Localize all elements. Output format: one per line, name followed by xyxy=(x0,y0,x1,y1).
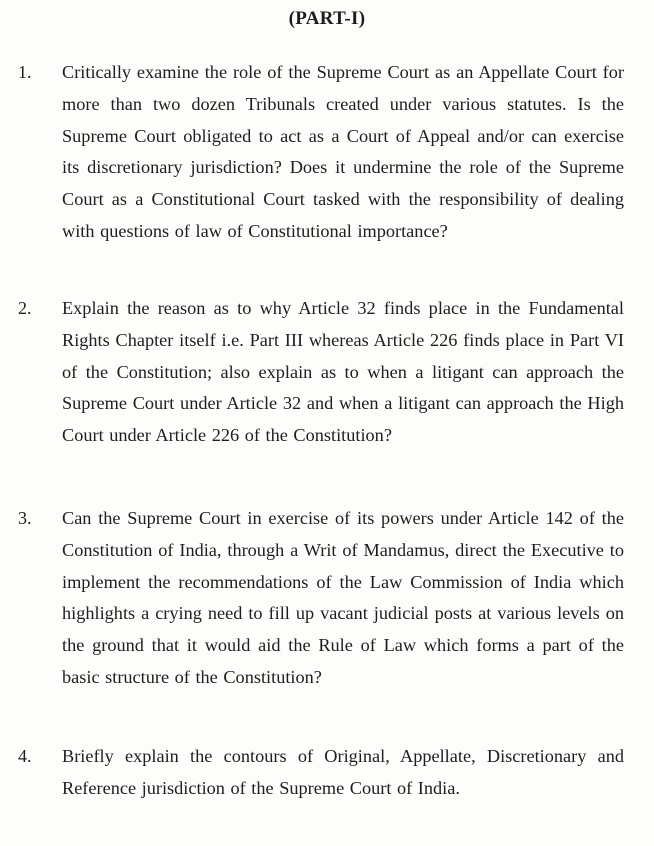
section-heading: (PART-I) xyxy=(288,8,366,29)
question-number: 2. xyxy=(18,298,32,318)
question-text: Briefly explain the contours of Original, Appellate, Discretionary and Reference jurisdiction of the Supreme Court of India. xyxy=(62,746,624,798)
question-text: Explain the reason as to why Article 32 finds place in the Fundamental Rights Chapter itself i.e. Part III whereas Article 226 finds place in Part VI of the Constitution; also explain as to when a litigant can approach the Supreme Court under Article 32 and when a litigant can approach the High Court under Article 226 of the Constitution? xyxy=(62,298,624,446)
question-text: Critically examine the role of the Supreme Court as an Appellate Court for more than two dozen Tribunals created under various statutes. Is the Supreme Court obligated to act as a Court of Appeal and/or can exercise its discretionary jurisdiction? Does it undermine the role of the Supreme Court as a Constitutional Court tasked with the responsibility of dealing with questions of law of Constitutional importance? xyxy=(62,62,624,241)
question-text: Can the Supreme Court in exercise of its powers under Article 142 of the Constitution of India, through a Writ of Mandamus, direct the Executive to implement the recommendations of the Law Commission of India which highlights a crying need to fill up vacant judicial posts at various levels on the ground that it would aid the Rule of Law which forms a part of the basic structure of the Constitution? xyxy=(62,508,624,687)
question-number: 3. xyxy=(18,508,32,528)
question-number: 1. xyxy=(18,62,32,82)
question-number: 4. xyxy=(18,746,32,766)
